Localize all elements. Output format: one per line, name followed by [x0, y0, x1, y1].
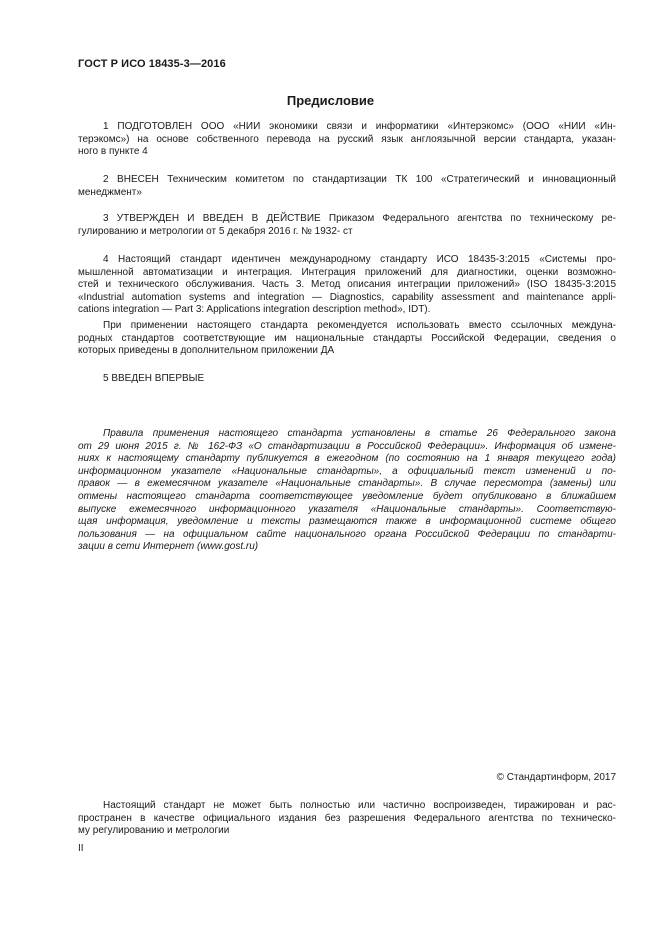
- text-line: мышленной автоматизации и интеграция. Интеграция приложений для диагностики, оценки возможно-: [78, 266, 616, 278]
- text-line: Правила применения настоящего стандарта установлены в статье 26 Федерального закона: [103, 428, 616, 439]
- document-code: ГОСТ Р ИСО 18435-3—2016: [78, 58, 226, 70]
- page-title: Предисловие: [286, 93, 375, 108]
- paragraph-5: [78, 320, 616, 358]
- footer-notice: [78, 800, 616, 838]
- text-line: щая информация, уведомление и тексты размещаются также в информационной системе общего: [78, 516, 616, 528]
- text-line: терэкомс») на основе собственного перевода на русский язык англоязычной версии стандарта, указан-: [78, 133, 616, 145]
- text-line: му регулированию и метрологии: [78, 825, 230, 837]
- text-line: правок — в ежемесячном указателе «Национальные стандарты». В случае пересмотра (замены) или: [78, 478, 616, 490]
- text-line: выпуске ежемесячного информационного указателя «Национальные стандарты». Соответствую-: [78, 503, 616, 515]
- paragraph-1: [78, 121, 616, 159]
- text-line: ниях к настоящему стандарту публикуется в ежегодном (по состоянию на 1 января текущего года): [78, 453, 616, 465]
- text-line: информационном указателе «Национальные стандарты», а официальный текст изменений и по-: [78, 465, 616, 477]
- text-line: 2 ВНЕСЕН Техническим комитетом по стандартизации ТК 100 «Стратегический и инновационный: [103, 174, 616, 185]
- text-line: которых приведены в дополнительном приложении ДА: [78, 345, 335, 357]
- text-line: «Industrial automation systems and integration — Diagnostics, capability assessment and maintenance appli-: [78, 291, 616, 303]
- text-line: cations integration — Part 3: Applications integration description method», IDT).: [78, 304, 431, 316]
- text-line: пользования — на официальном сайте национального органа Российской Федерации по стандарти-: [78, 528, 616, 540]
- text-line: ного в пункте 4: [78, 146, 148, 158]
- paragraph-3: [78, 213, 616, 238]
- paragraph-2: [78, 174, 616, 199]
- text-line: менеджмент»: [78, 186, 142, 198]
- text-line: пространен в качестве официального издания без разрешения Федерального агентства по техническо-: [78, 812, 616, 824]
- paragraph-6: [78, 373, 616, 386]
- copyright: © Стандартинформ, 2017: [496, 772, 616, 783]
- text-line: При применении настоящего стандарта рекомендуется использовать вместо ссылочных междуна-: [103, 320, 616, 331]
- page-number: II: [78, 843, 84, 854]
- text-line: гулированию и метрологии от 5 декабря 2016 г. № 1932- ст: [78, 225, 353, 237]
- text-line: родных стандартов соответствующие им национальные стандарты Российской Федерации, сведения о: [78, 332, 616, 344]
- text-line: 5 ВВЕДЕН ВПЕРВЫЕ: [103, 373, 205, 384]
- legal-note: [78, 428, 616, 554]
- text-line: от 29 июня 2015 г. № 162-ФЗ «О стандартизации в Российской Федерации». Информация об измене-: [78, 440, 616, 452]
- text-line: Настоящий стандарт не может быть полностью или частично воспроизведен, тиражирован и рас-: [103, 800, 616, 811]
- text-line: 4 Настоящий стандарт идентичен международному стандарту ИСО 18435-3:2015 «Системы про-: [103, 254, 616, 265]
- text-line: 3 УТВЕРЖДЕН И ВВЕДЕН В ДЕЙСТВИЕ Приказом Федерального агентства по техническому ре-: [103, 213, 616, 224]
- text-line: стей и технического обслуживания. Часть 3. Метод описания интеграции приложений» (ISO 18435-3:2015: [78, 279, 616, 291]
- paragraph-4: [78, 254, 616, 317]
- text-line: 1 ПОДГОТОВЛЕН ООО «НИИ экономики связи и информатики «Интерэкомс» (ООО «НИИ «Ин-: [103, 121, 616, 132]
- text-line: зации в сети Интернет (www.gost.ru): [78, 541, 259, 553]
- text-line: отмены настоящего стандарта соответствующее уведомление будет опубликовано в ближайшем: [78, 490, 616, 502]
